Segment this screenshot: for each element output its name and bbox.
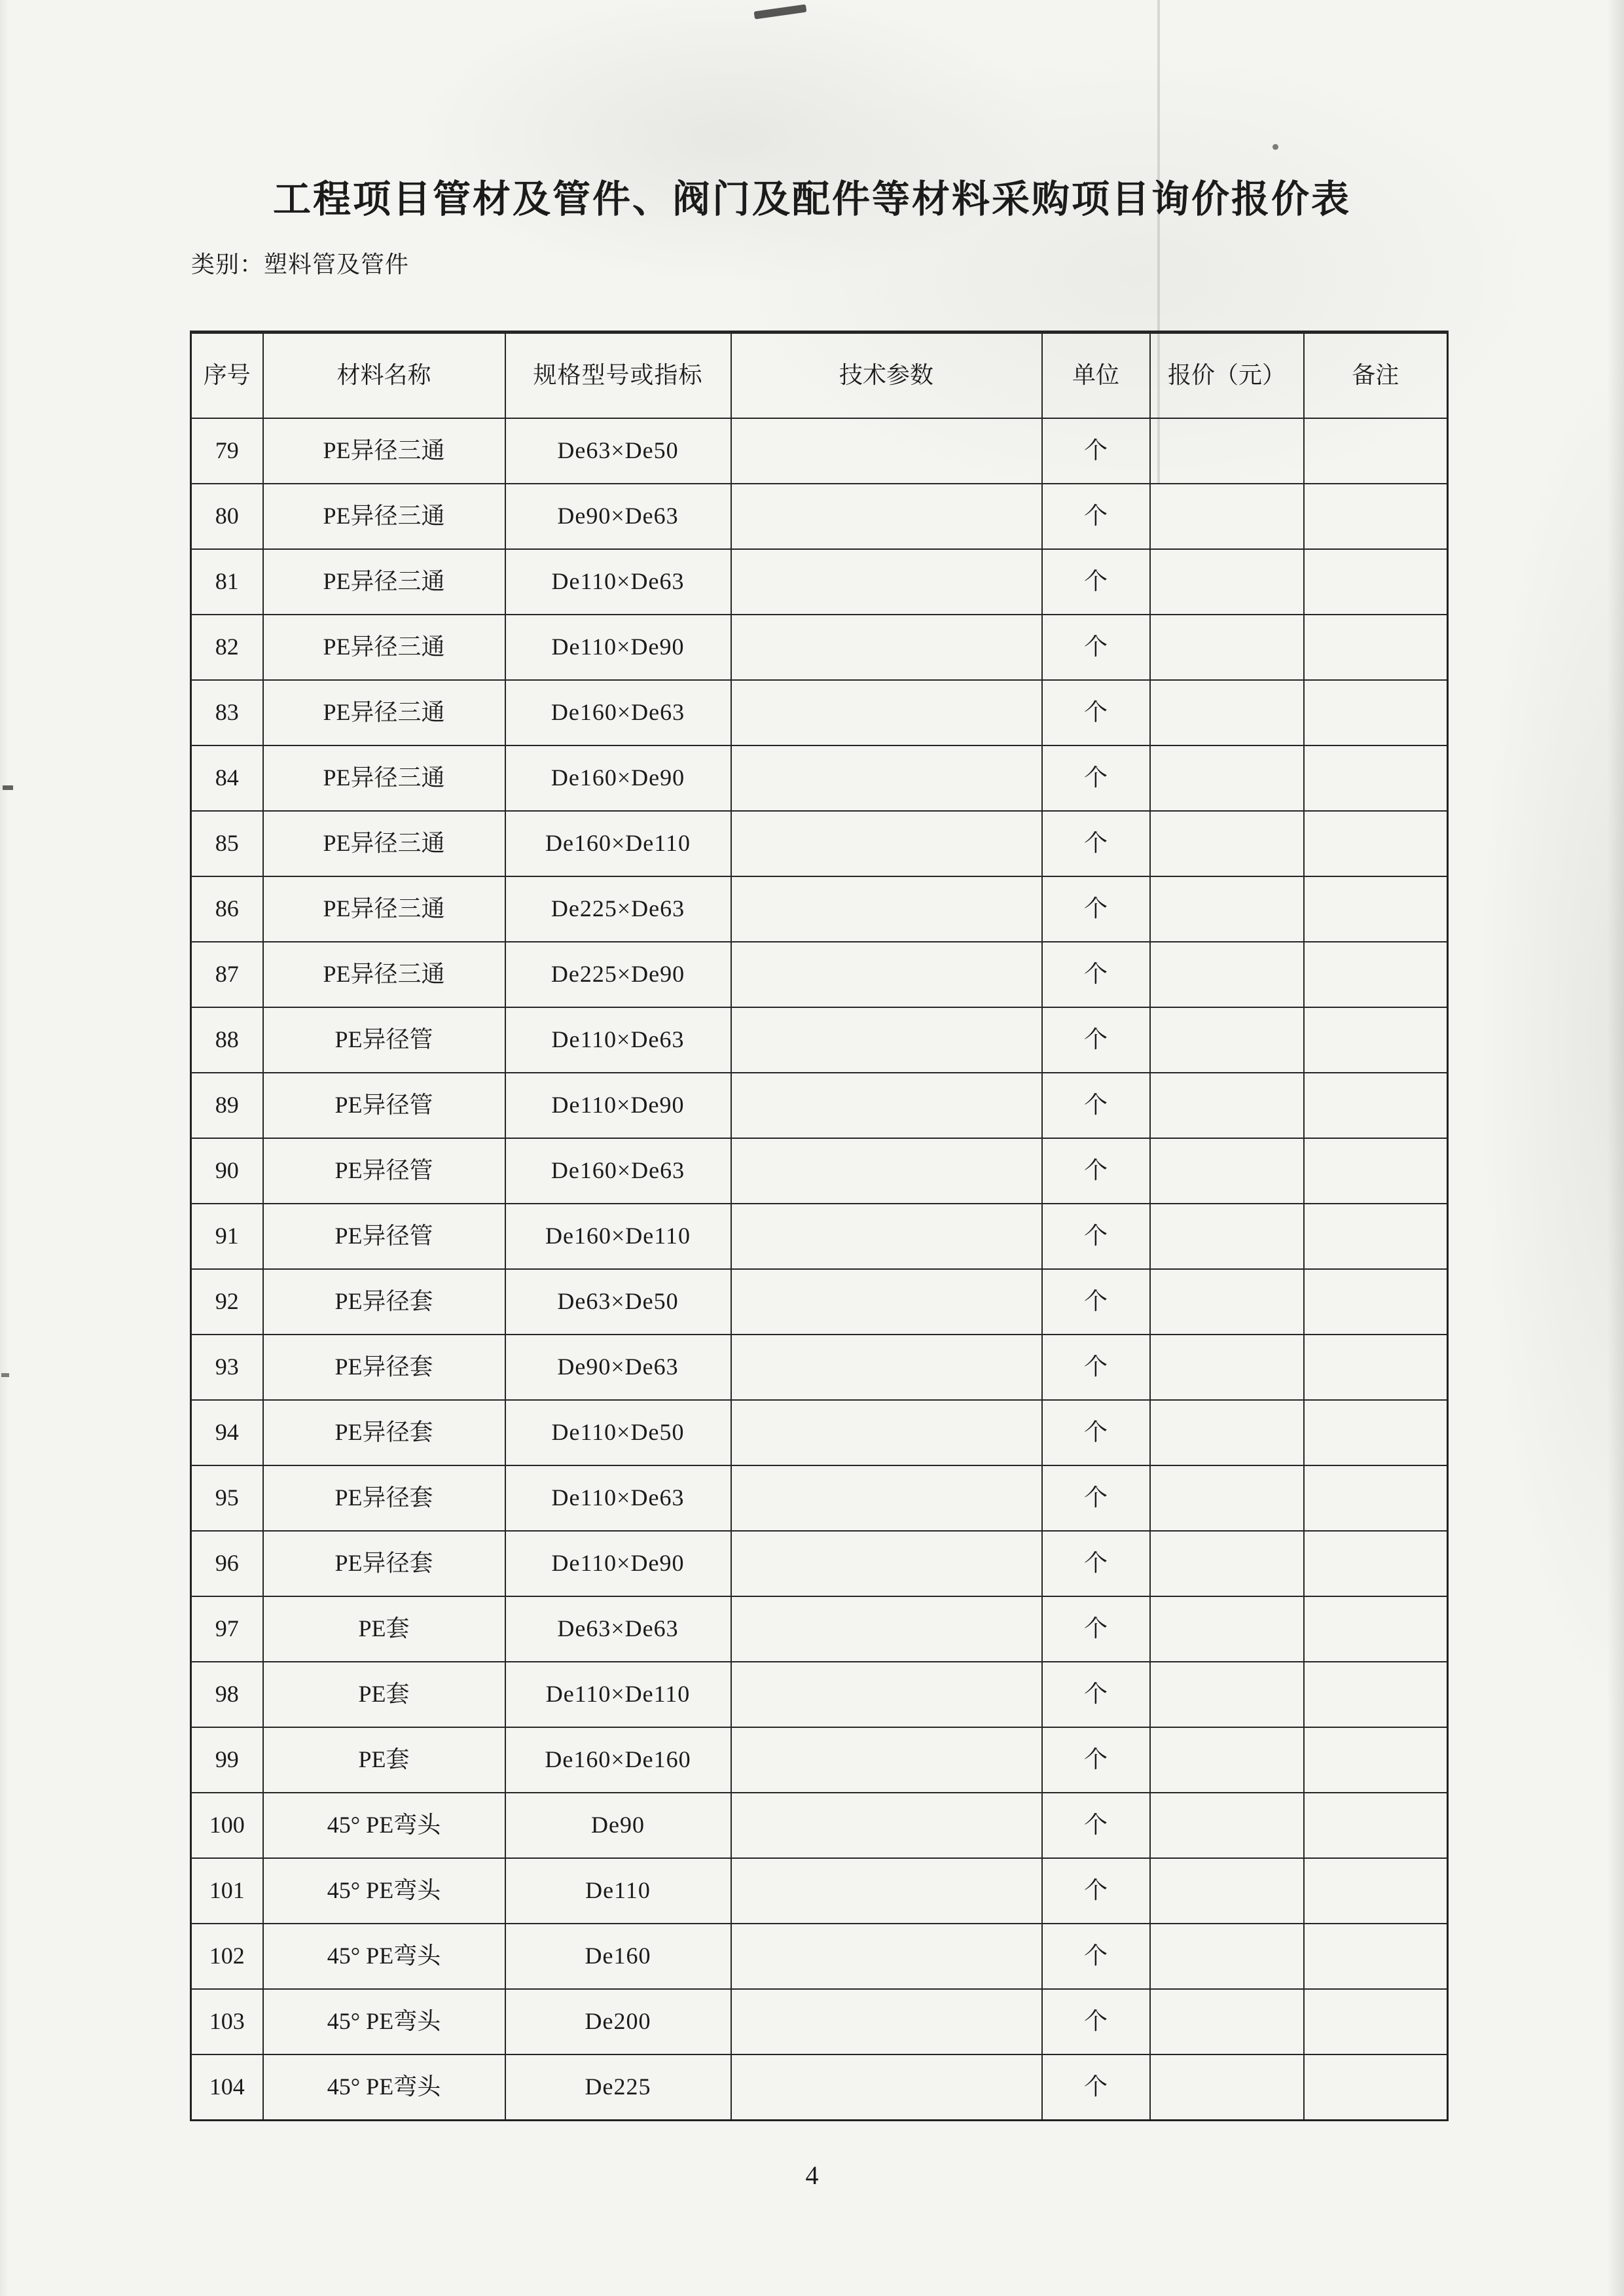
cell-tech-params: [731, 1989, 1042, 2054]
cell-unit: 个: [1042, 1531, 1150, 1596]
cell-price: [1150, 1531, 1304, 1596]
cell-serial-number: 100: [191, 1793, 263, 1858]
cell-unit: 个: [1042, 484, 1150, 549]
cell-serial-number: 93: [191, 1335, 263, 1400]
cell-tech-params: [731, 811, 1042, 876]
table-row: [191, 1335, 1448, 1400]
cell-price: [1150, 549, 1304, 615]
table-row: [191, 811, 1448, 876]
cell-remarks: [1304, 680, 1448, 745]
cell-serial-number: 85: [191, 811, 263, 876]
cell-spec-model: De110: [505, 1858, 731, 1924]
cell-serial-number: 79: [191, 418, 263, 484]
cell-material-name: PE异径套: [263, 1465, 505, 1531]
table-row: [191, 1793, 1448, 1858]
cell-serial-number: 94: [191, 1400, 263, 1465]
cell-material-name: PE异径管: [263, 1204, 505, 1269]
cell-material-name: 45° PE弯头: [263, 2054, 505, 2121]
cell-price: [1150, 1073, 1304, 1138]
table-row: [191, 418, 1448, 484]
table-row: [191, 1269, 1448, 1335]
table-row: [191, 1465, 1448, 1531]
header-remarks: 备注: [1304, 332, 1448, 419]
page-number: 4: [805, 2161, 819, 2190]
header-tech-params: 技术参数: [731, 332, 1042, 419]
cell-material-name: PE异径三通: [263, 615, 505, 680]
table-row: [191, 1007, 1448, 1073]
cell-serial-number: 90: [191, 1138, 263, 1204]
cell-material-name: PE异径管: [263, 1138, 505, 1204]
cell-spec-model: De160×De110: [505, 811, 731, 876]
cell-spec-model: De225: [505, 2054, 731, 2121]
cell-price: [1150, 1465, 1304, 1531]
cell-remarks: [1304, 1858, 1448, 1924]
table-row: [191, 484, 1448, 549]
cell-material-name: PE套: [263, 1596, 505, 1662]
cell-tech-params: [731, 745, 1042, 811]
cell-price: [1150, 1269, 1304, 1335]
cell-unit: 个: [1042, 418, 1150, 484]
cell-spec-model: De63×De50: [505, 418, 731, 484]
cell-spec-model: De200: [505, 1989, 731, 2054]
cell-remarks: [1304, 1269, 1448, 1335]
cell-unit: 个: [1042, 1204, 1150, 1269]
cell-unit: 个: [1042, 1138, 1150, 1204]
cell-material-name: 45° PE弯头: [263, 1924, 505, 1989]
cell-spec-model: De110×De63: [505, 1007, 731, 1073]
table-row: [191, 1400, 1448, 1465]
cell-tech-params: [731, 2054, 1042, 2121]
cell-spec-model: De90: [505, 1793, 731, 1858]
cell-serial-number: 102: [191, 1924, 263, 1989]
cell-material-name: PE异径套: [263, 1531, 505, 1596]
table-row: [191, 1727, 1448, 1793]
cell-material-name: PE异径三通: [263, 942, 505, 1007]
cell-serial-number: 101: [191, 1858, 263, 1924]
cell-material-name: PE异径三通: [263, 876, 505, 942]
cell-tech-params: [731, 1269, 1042, 1335]
cell-tech-params: [731, 1662, 1042, 1727]
cell-tech-params: [731, 1204, 1042, 1269]
cell-spec-model: De63×De63: [505, 1596, 731, 1662]
cell-tech-params: [731, 1138, 1042, 1204]
cell-material-name: PE异径三通: [263, 484, 505, 549]
cell-material-name: PE异径套: [263, 1400, 505, 1465]
cell-material-name: PE异径管: [263, 1073, 505, 1138]
cell-serial-number: 87: [191, 942, 263, 1007]
cell-serial-number: 96: [191, 1531, 263, 1596]
cell-serial-number: 99: [191, 1727, 263, 1793]
table-row: [191, 1924, 1448, 1989]
cell-serial-number: 91: [191, 1204, 263, 1269]
cell-remarks: [1304, 1596, 1448, 1662]
cell-price: [1150, 1662, 1304, 1727]
cell-tech-params: [731, 1858, 1042, 1924]
cell-spec-model: De90×De63: [505, 1335, 731, 1400]
cell-remarks: [1304, 745, 1448, 811]
table-row: [191, 1596, 1448, 1662]
cell-material-name: PE异径套: [263, 1269, 505, 1335]
cell-price: [1150, 1138, 1304, 1204]
cell-price: [1150, 942, 1304, 1007]
cell-spec-model: De110×De110: [505, 1662, 731, 1727]
cell-material-name: PE异径套: [263, 1335, 505, 1400]
table-row: [191, 1662, 1448, 1727]
cell-tech-params: [731, 1531, 1042, 1596]
cell-remarks: [1304, 1727, 1448, 1793]
cell-remarks: [1304, 1793, 1448, 1858]
cell-spec-model: De160×De63: [505, 1138, 731, 1204]
cell-unit: 个: [1042, 2054, 1150, 2121]
table-row: [191, 2054, 1448, 2121]
cell-unit: 个: [1042, 615, 1150, 680]
cell-price: [1150, 745, 1304, 811]
cell-spec-model: De225×De63: [505, 876, 731, 942]
cell-spec-model: De63×De50: [505, 1269, 731, 1335]
cell-price: [1150, 1793, 1304, 1858]
table-row: [191, 1531, 1448, 1596]
cell-unit: 个: [1042, 1989, 1150, 2054]
cell-unit: 个: [1042, 745, 1150, 811]
cell-unit: 个: [1042, 1400, 1150, 1465]
cell-remarks: [1304, 2054, 1448, 2121]
cell-serial-number: 95: [191, 1465, 263, 1531]
cell-price: [1150, 418, 1304, 484]
cell-remarks: [1304, 1465, 1448, 1531]
scan-artifact: [1, 1373, 9, 1377]
cell-serial-number: 81: [191, 549, 263, 615]
cell-tech-params: [731, 549, 1042, 615]
cell-spec-model: De110×De90: [505, 1531, 731, 1596]
cell-tech-params: [731, 1465, 1042, 1531]
cell-spec-model: De110×De50: [505, 1400, 731, 1465]
cell-spec-model: De110×De63: [505, 1465, 731, 1531]
cell-remarks: [1304, 876, 1448, 942]
cell-material-name: 45° PE弯头: [263, 1793, 505, 1858]
table-row: [191, 1989, 1448, 2054]
cell-serial-number: 103: [191, 1989, 263, 2054]
header-spec-model: 规格型号或指标: [505, 332, 731, 419]
cell-spec-model: De160×De110: [505, 1204, 731, 1269]
cell-unit: 个: [1042, 1858, 1150, 1924]
cell-price: [1150, 1924, 1304, 1989]
cell-serial-number: 98: [191, 1662, 263, 1727]
cell-remarks: [1304, 1138, 1448, 1204]
cell-remarks: [1304, 484, 1448, 549]
cell-material-name: 45° PE弯头: [263, 1858, 505, 1924]
header-material-name: 材料名称: [263, 332, 505, 419]
table-row: [191, 615, 1448, 680]
cell-price: [1150, 811, 1304, 876]
table-row: [191, 549, 1448, 615]
cell-price: [1150, 680, 1304, 745]
table-row: [191, 876, 1448, 942]
cell-serial-number: 89: [191, 1073, 263, 1138]
cell-tech-params: [731, 1073, 1042, 1138]
cell-serial-number: 97: [191, 1596, 263, 1662]
cell-remarks: [1304, 1204, 1448, 1269]
cell-price: [1150, 1204, 1304, 1269]
cell-price: [1150, 1989, 1304, 2054]
header-price-yuan: 报价（元）: [1150, 332, 1304, 419]
table-row: [191, 1073, 1448, 1138]
table-row: [191, 745, 1448, 811]
cell-serial-number: 80: [191, 484, 263, 549]
cell-material-name: PE套: [263, 1662, 505, 1727]
scan-artifact: [754, 4, 807, 19]
cell-material-name: PE异径三通: [263, 418, 505, 484]
cell-spec-model: De110×De90: [505, 615, 731, 680]
table-row: [191, 1204, 1448, 1269]
cell-price: [1150, 1007, 1304, 1073]
cell-material-name: PE异径三通: [263, 745, 505, 811]
cell-tech-params: [731, 1400, 1042, 1465]
cell-tech-params: [731, 1596, 1042, 1662]
cell-unit: 个: [1042, 1662, 1150, 1727]
cell-unit: 个: [1042, 876, 1150, 942]
cell-material-name: PE异径三通: [263, 680, 505, 745]
cell-spec-model: De110×De63: [505, 549, 731, 615]
cell-remarks: [1304, 1531, 1448, 1596]
scan-artifact: [1272, 144, 1278, 150]
cell-material-name: PE异径三通: [263, 811, 505, 876]
cell-spec-model: De160: [505, 1924, 731, 1989]
cell-remarks: [1304, 615, 1448, 680]
cell-serial-number: 88: [191, 1007, 263, 1073]
cell-material-name: PE异径三通: [263, 549, 505, 615]
cell-price: [1150, 1858, 1304, 1924]
category-label: 类别：塑料管及管件: [191, 251, 410, 278]
cell-serial-number: 92: [191, 1269, 263, 1335]
table-row: [191, 1858, 1448, 1924]
cell-remarks: [1304, 549, 1448, 615]
cell-unit: 个: [1042, 1269, 1150, 1335]
cell-remarks: [1304, 1989, 1448, 2054]
cell-unit: 个: [1042, 1727, 1150, 1793]
cell-unit: 个: [1042, 1793, 1150, 1858]
cell-remarks: [1304, 1335, 1448, 1400]
header-serial-number: 序号: [191, 332, 263, 419]
cell-price: [1150, 1727, 1304, 1793]
cell-material-name: 45° PE弯头: [263, 1989, 505, 2054]
cell-unit: 个: [1042, 1465, 1150, 1531]
cell-spec-model: De110×De90: [505, 1073, 731, 1138]
table-body: [191, 418, 1448, 2121]
cell-spec-model: De225×De90: [505, 942, 731, 1007]
cell-spec-model: De90×De63: [505, 484, 731, 549]
cell-unit: 个: [1042, 680, 1150, 745]
table-row: [191, 1138, 1448, 1204]
cell-serial-number: 86: [191, 876, 263, 942]
cell-unit: 个: [1042, 1924, 1150, 1989]
cell-price: [1150, 615, 1304, 680]
cell-remarks: [1304, 1924, 1448, 1989]
cell-unit: 个: [1042, 549, 1150, 615]
cell-unit: 个: [1042, 811, 1150, 876]
cell-unit: 个: [1042, 1007, 1150, 1073]
header-unit: 单位: [1042, 332, 1150, 419]
cell-tech-params: [731, 1924, 1042, 1989]
cell-spec-model: De160×De160: [505, 1727, 731, 1793]
cell-spec-model: De160×De63: [505, 680, 731, 745]
cell-price: [1150, 2054, 1304, 2121]
table-row: [191, 942, 1448, 1007]
cell-remarks: [1304, 418, 1448, 484]
cell-serial-number: 84: [191, 745, 263, 811]
cell-remarks: [1304, 1073, 1448, 1138]
cell-tech-params: [731, 680, 1042, 745]
cell-unit: 个: [1042, 942, 1150, 1007]
cell-price: [1150, 876, 1304, 942]
cell-remarks: [1304, 1400, 1448, 1465]
scan-artifact: [3, 785, 13, 790]
cell-unit: 个: [1042, 1335, 1150, 1400]
cell-price: [1150, 1400, 1304, 1465]
cell-tech-params: [731, 418, 1042, 484]
page-title: 工程项目管材及管件、阀门及配件等材料采购项目询价报价表: [272, 177, 1351, 221]
cell-tech-params: [731, 876, 1042, 942]
cell-remarks: [1304, 942, 1448, 1007]
cell-remarks: [1304, 1007, 1448, 1073]
cell-tech-params: [731, 615, 1042, 680]
cell-serial-number: 82: [191, 615, 263, 680]
cell-remarks: [1304, 1662, 1448, 1727]
cell-material-name: PE异径管: [263, 1007, 505, 1073]
cell-serial-number: 83: [191, 680, 263, 745]
cell-tech-params: [731, 1793, 1042, 1858]
cell-tech-params: [731, 1727, 1042, 1793]
table-header-row: [191, 332, 1448, 419]
cell-serial-number: 104: [191, 2054, 263, 2121]
quotation-table: [190, 331, 1449, 2121]
cell-price: [1150, 1335, 1304, 1400]
cell-remarks: [1304, 811, 1448, 876]
cell-price: [1150, 1596, 1304, 1662]
cell-unit: 个: [1042, 1596, 1150, 1662]
cell-tech-params: [731, 942, 1042, 1007]
table-row: [191, 680, 1448, 745]
cell-material-name: PE套: [263, 1727, 505, 1793]
cell-tech-params: [731, 1007, 1042, 1073]
cell-tech-params: [731, 1335, 1042, 1400]
cell-spec-model: De160×De90: [505, 745, 731, 811]
cell-unit: 个: [1042, 1073, 1150, 1138]
cell-price: [1150, 484, 1304, 549]
cell-tech-params: [731, 484, 1042, 549]
